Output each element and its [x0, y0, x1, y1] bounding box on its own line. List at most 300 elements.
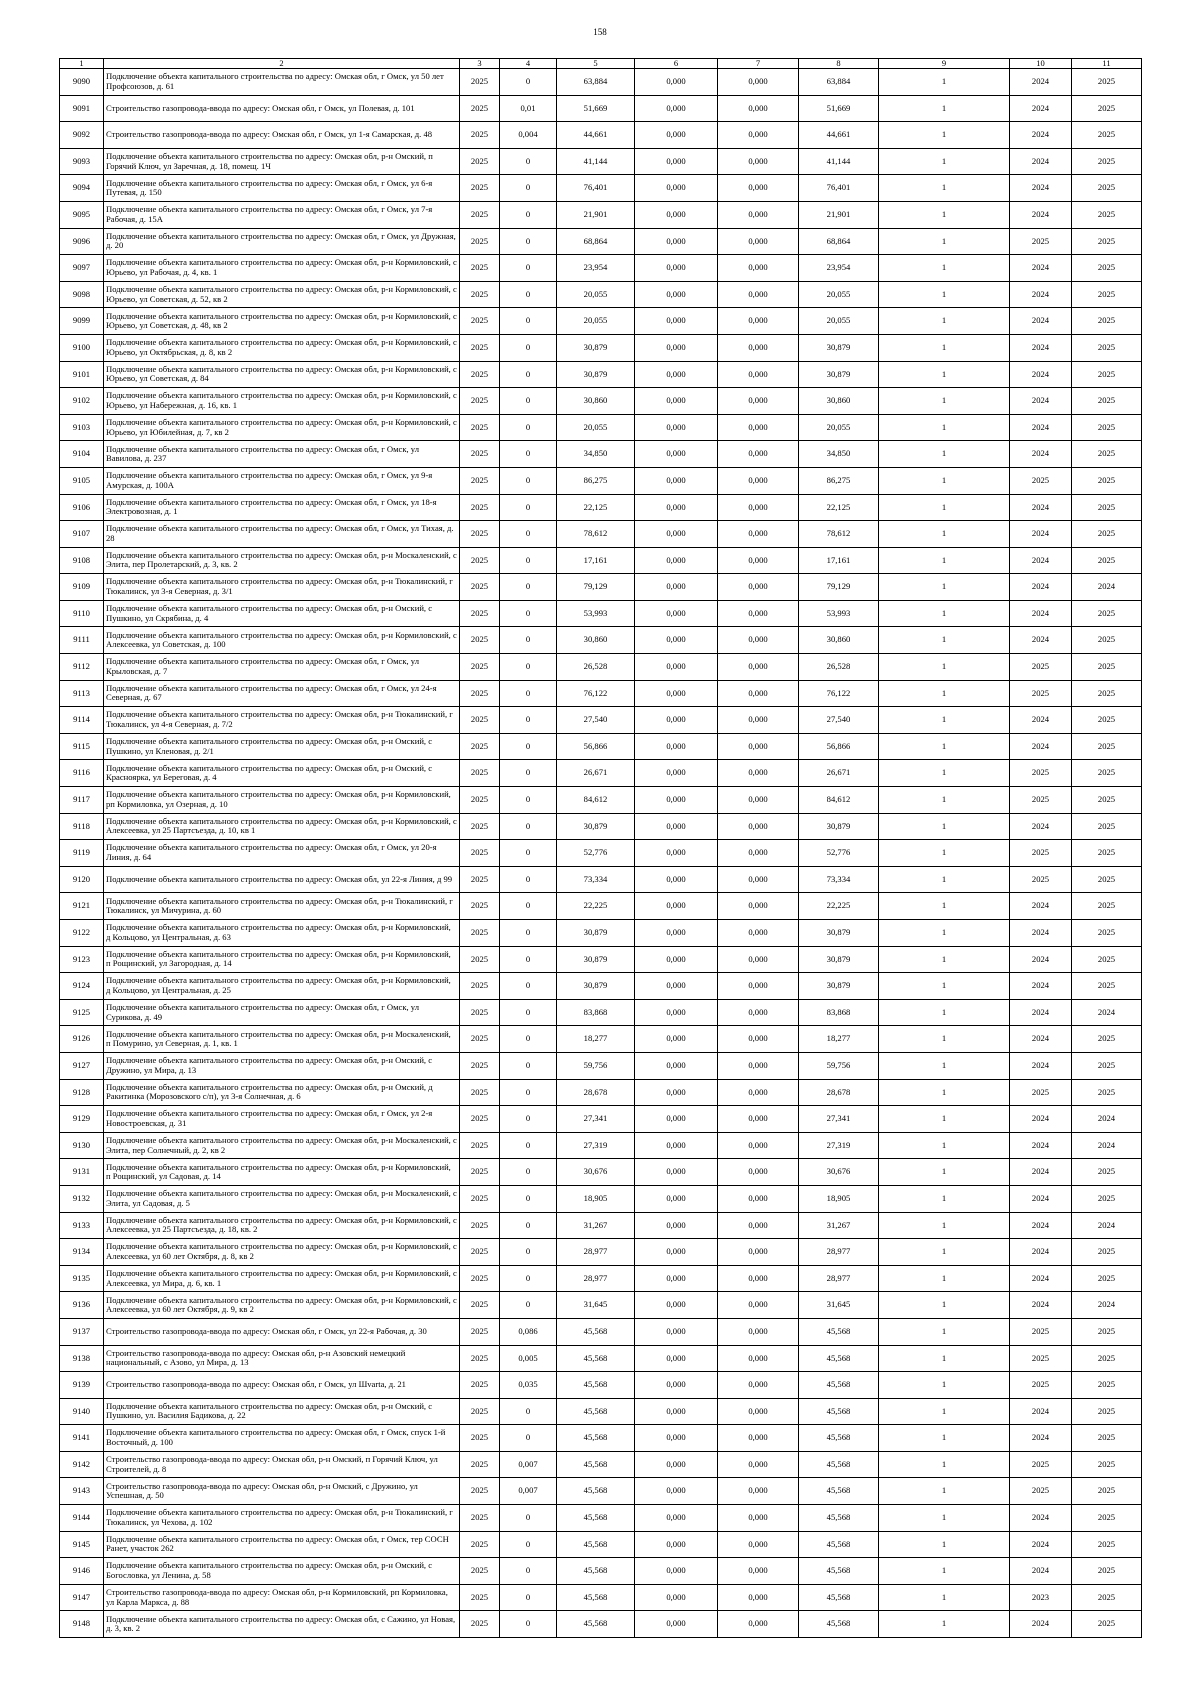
row-number-cell: 9138	[60, 1345, 104, 1372]
length-cell: 0	[500, 1558, 557, 1585]
plan-year-cell: 2025	[460, 1558, 500, 1585]
end-year-cell: 2025	[1072, 787, 1142, 814]
start-year-cell: 2024	[1010, 1185, 1072, 1212]
cost-col-8-cell: 26,671	[799, 760, 879, 787]
cost-col-7-cell: 0,000	[718, 547, 799, 574]
length-cell: 0	[500, 1079, 557, 1106]
plan-year-cell: 2025	[460, 760, 500, 787]
start-year-cell: 2024	[1010, 308, 1072, 335]
cost-col-7-cell: 0,000	[718, 1239, 799, 1266]
end-year-cell: 2025	[1072, 840, 1142, 867]
row-number-cell: 9126	[60, 1026, 104, 1053]
cost-total-cell: 79,129	[557, 574, 635, 601]
cost-total-cell: 30,879	[557, 973, 635, 1000]
cost-col-7-cell: 0,000	[718, 1345, 799, 1372]
count-cell: 1	[879, 787, 1010, 814]
object-description-cell: Подключение объекта капитального строительства по адресу: Омская обл, р-н Омский, с Богословка, ул Ленина, д. 58	[104, 1558, 460, 1585]
row-number-cell: 9111	[60, 627, 104, 654]
count-cell: 1	[879, 654, 1010, 681]
cost-total-cell: 31,645	[557, 1292, 635, 1319]
table-row	[60, 69, 1142, 96]
count-cell: 1	[879, 1052, 1010, 1079]
cost-total-cell: 53,993	[557, 600, 635, 627]
count-cell: 1	[879, 1026, 1010, 1053]
plan-year-cell: 2025	[460, 122, 500, 149]
length-cell: 0	[500, 1531, 557, 1558]
length-cell: 0	[500, 1265, 557, 1292]
cost-col-8-cell: 59,756	[799, 1052, 879, 1079]
cost-col-8-cell: 45,568	[799, 1611, 879, 1638]
row-number-cell: 9107	[60, 521, 104, 548]
row-number-cell: 9104	[60, 441, 104, 468]
cost-col-8-cell: 76,401	[799, 175, 879, 202]
row-number-cell: 9098	[60, 281, 104, 308]
end-year-cell: 2025	[1072, 1239, 1142, 1266]
object-description-cell: Подключение объекта капитального строительства по адресу: Омская обл, г Омск, ул 9-я Амурская, д. 100А	[104, 467, 460, 494]
row-number-cell: 9115	[60, 733, 104, 760]
length-cell: 0	[500, 1292, 557, 1319]
object-description-cell: Подключение объекта капитального строительства по адресу: Омская обл, р-н Тюкалинский, г Тюкалинск, ул 3-я Северная, д. 3/1	[104, 574, 460, 601]
row-number-cell: 9112	[60, 654, 104, 681]
start-year-cell: 2025	[1010, 467, 1072, 494]
count-cell: 1	[879, 201, 1010, 228]
end-year-cell: 2025	[1072, 1451, 1142, 1478]
object-description-cell: Подключение объекта капитального строительства по адресу: Омская обл, р-н Кормиловский, с Юрьево, ул Рабочая, д. 4, кв. 1	[104, 255, 460, 282]
cost-total-cell: 45,568	[557, 1451, 635, 1478]
table-row	[60, 521, 1142, 548]
start-year-cell: 2025	[1010, 654, 1072, 681]
row-number-cell: 9122	[60, 920, 104, 947]
count-cell: 1	[879, 175, 1010, 202]
cost-col-6-cell: 0,000	[635, 600, 718, 627]
start-year-cell: 2025	[1010, 1372, 1072, 1399]
count-cell: 1	[879, 69, 1010, 96]
cost-col-7-cell: 0,000	[718, 281, 799, 308]
length-cell: 0	[500, 1132, 557, 1159]
cost-col-6-cell: 0,000	[635, 547, 718, 574]
column-header-9: 9	[879, 59, 1010, 69]
end-year-cell: 2025	[1072, 920, 1142, 947]
end-year-cell: 2024	[1072, 1132, 1142, 1159]
cost-col-7-cell: 0,000	[718, 946, 799, 973]
cost-col-8-cell: 28,977	[799, 1265, 879, 1292]
cost-col-7-cell: 0,000	[718, 973, 799, 1000]
cost-col-6-cell: 0,000	[635, 893, 718, 920]
object-description-cell: Подключение объекта капитального строительства по адресу: Омская обл, р-н Кормиловский, с Юрьево, ул Юбилейная, д. 7, кв 2	[104, 414, 460, 441]
end-year-cell: 2025	[1072, 1345, 1142, 1372]
cost-col-8-cell: 31,267	[799, 1212, 879, 1239]
end-year-cell: 2025	[1072, 361, 1142, 388]
cost-col-7-cell: 0,000	[718, 334, 799, 361]
start-year-cell: 2025	[1010, 760, 1072, 787]
plan-year-cell: 2025	[460, 787, 500, 814]
table-row	[60, 201, 1142, 228]
plan-year-cell: 2025	[460, 1292, 500, 1319]
plan-year-cell: 2025	[460, 281, 500, 308]
cost-col-6-cell: 0,000	[635, 148, 718, 175]
object-description-cell: Подключение объекта капитального строительства по адресу: Омская обл, р-н Кормиловский, с Алексеевка, ул 25 Партсъезда, д. 18, кв. 2	[104, 1212, 460, 1239]
table-row	[60, 148, 1142, 175]
cost-col-7-cell: 0,000	[718, 760, 799, 787]
cost-col-7-cell: 0,000	[718, 69, 799, 96]
cost-col-8-cell: 45,568	[799, 1531, 879, 1558]
cost-col-8-cell: 23,954	[799, 255, 879, 282]
length-cell: 0	[500, 654, 557, 681]
start-year-cell: 2024	[1010, 148, 1072, 175]
length-cell: 0	[500, 281, 557, 308]
plan-year-cell: 2025	[460, 1531, 500, 1558]
cost-col-6-cell: 0,000	[635, 627, 718, 654]
cost-col-8-cell: 20,055	[799, 308, 879, 335]
start-year-cell: 2024	[1010, 627, 1072, 654]
object-description-cell: Подключение объекта капитального строительства по адресу: Омская обл, р-н Кормиловский, д Кольцово, ул Центральная, д. 63	[104, 920, 460, 947]
cost-total-cell: 26,671	[557, 760, 635, 787]
length-cell: 0	[500, 600, 557, 627]
page-number: 158	[593, 27, 607, 37]
column-header-7: 7	[718, 59, 799, 69]
plan-year-cell: 2025	[460, 1159, 500, 1186]
cost-total-cell: 18,277	[557, 1026, 635, 1053]
cost-col-8-cell: 30,860	[799, 627, 879, 654]
row-number-cell: 9117	[60, 787, 104, 814]
start-year-cell: 2024	[1010, 1398, 1072, 1425]
start-year-cell: 2024	[1010, 1239, 1072, 1266]
cost-col-8-cell: 76,122	[799, 680, 879, 707]
cost-col-7-cell: 0,000	[718, 1478, 799, 1505]
row-number-cell: 9118	[60, 813, 104, 840]
cost-col-8-cell: 28,977	[799, 1239, 879, 1266]
plan-year-cell: 2025	[460, 334, 500, 361]
object-description-cell: Подключение объекта капитального строительства по адресу: Омская обл, г Омск, ул 18-я Электровозная, д. 1	[104, 494, 460, 521]
plan-year-cell: 2025	[460, 467, 500, 494]
cost-total-cell: 86,275	[557, 467, 635, 494]
cost-col-8-cell: 27,341	[799, 1106, 879, 1133]
table-row	[60, 946, 1142, 973]
table-row	[60, 122, 1142, 149]
table-row	[60, 1185, 1142, 1212]
cost-col-6-cell: 0,000	[635, 946, 718, 973]
count-cell: 1	[879, 441, 1010, 468]
length-cell: 0	[500, 574, 557, 601]
length-cell: 0,005	[500, 1345, 557, 1372]
row-number-cell: 9102	[60, 388, 104, 415]
start-year-cell: 2025	[1010, 1345, 1072, 1372]
cost-col-6-cell: 0,000	[635, 1398, 718, 1425]
plan-year-cell: 2025	[460, 627, 500, 654]
cost-col-7-cell: 0,000	[718, 201, 799, 228]
count-cell: 1	[879, 148, 1010, 175]
cost-col-8-cell: 84,612	[799, 787, 879, 814]
object-description-cell: Подключение объекта капитального строительства по адресу: Омская обл, р-н Омский, с Красноярка, ул Береговая, д. 4	[104, 760, 460, 787]
table-row	[60, 813, 1142, 840]
cost-total-cell: 20,055	[557, 281, 635, 308]
row-number-cell: 9106	[60, 494, 104, 521]
start-year-cell: 2024	[1010, 893, 1072, 920]
cost-col-8-cell: 30,879	[799, 920, 879, 947]
object-description-cell: Подключение объекта капитального строительства по адресу: Омская обл, р-н Москаленский, с Элита, ул Садовая, д. 5	[104, 1185, 460, 1212]
count-cell: 1	[879, 1531, 1010, 1558]
start-year-cell: 2024	[1010, 733, 1072, 760]
plan-year-cell: 2025	[460, 414, 500, 441]
object-description-cell: Подключение объекта капитального строительства по адресу: Омская обл, г Омск, ул 2-я Новостроевская, д. 31	[104, 1106, 460, 1133]
count-cell: 1	[879, 946, 1010, 973]
plan-year-cell: 2025	[460, 388, 500, 415]
plan-year-cell: 2025	[460, 521, 500, 548]
cost-col-7-cell: 0,000	[718, 1558, 799, 1585]
count-cell: 1	[879, 1478, 1010, 1505]
cost-col-6-cell: 0,000	[635, 388, 718, 415]
object-description-cell: Подключение объекта капитального строительства по адресу: Омская обл, г Омск, ул 6-я Путевая, д. 150	[104, 175, 460, 202]
cost-col-8-cell: 45,568	[799, 1318, 879, 1345]
object-description-cell: Подключение объекта капитального строительства по адресу: Омская обл, г Омск, ул Вавилова, д. 237	[104, 441, 460, 468]
cost-total-cell: 45,568	[557, 1372, 635, 1399]
cost-col-7-cell: 0,000	[718, 574, 799, 601]
plan-year-cell: 2025	[460, 1345, 500, 1372]
length-cell: 0	[500, 175, 557, 202]
object-description-cell: Подключение объекта капитального строительства по адресу: Омская обл, р-н Кормиловский, рп Кормиловка, ул Озерная, д. 10	[104, 787, 460, 814]
cost-col-8-cell: 30,879	[799, 973, 879, 1000]
table-row	[60, 1425, 1142, 1452]
cost-col-6-cell: 0,000	[635, 1212, 718, 1239]
start-year-cell: 2024	[1010, 1106, 1072, 1133]
column-header-3: 3	[460, 59, 500, 69]
plan-year-cell: 2025	[460, 920, 500, 947]
start-year-cell: 2024	[1010, 1026, 1072, 1053]
cost-col-8-cell: 20,055	[799, 414, 879, 441]
object-description-cell: Подключение объекта капитального строительства по адресу: Омская обл, г Омск, ул 7-я Рабочая, д. 15А	[104, 201, 460, 228]
cost-col-8-cell: 45,568	[799, 1372, 879, 1399]
cost-col-7-cell: 0,000	[718, 1292, 799, 1319]
cost-total-cell: 73,334	[557, 866, 635, 893]
cost-col-8-cell: 45,568	[799, 1398, 879, 1425]
row-number-cell: 9134	[60, 1239, 104, 1266]
end-year-cell: 2025	[1072, 122, 1142, 149]
cost-col-8-cell: 34,850	[799, 441, 879, 468]
cost-total-cell: 45,568	[557, 1611, 635, 1638]
cost-total-cell: 44,661	[557, 122, 635, 149]
cost-col-6-cell: 0,000	[635, 1345, 718, 1372]
plan-year-cell: 2025	[460, 1265, 500, 1292]
row-number-cell: 9113	[60, 680, 104, 707]
end-year-cell: 2025	[1072, 1584, 1142, 1611]
cost-col-6-cell: 0,000	[635, 228, 718, 255]
cost-total-cell: 45,568	[557, 1478, 635, 1505]
cost-col-7-cell: 0,000	[718, 654, 799, 681]
length-cell: 0	[500, 1052, 557, 1079]
table-row	[60, 441, 1142, 468]
row-number-cell: 9147	[60, 1584, 104, 1611]
row-number-cell: 9109	[60, 574, 104, 601]
table-row	[60, 760, 1142, 787]
cost-col-8-cell: 73,334	[799, 866, 879, 893]
cost-col-6-cell: 0,000	[635, 1611, 718, 1638]
cost-total-cell: 28,977	[557, 1265, 635, 1292]
plan-year-cell: 2025	[460, 1372, 500, 1399]
start-year-cell: 2024	[1010, 1052, 1072, 1079]
count-cell: 1	[879, 122, 1010, 149]
start-year-cell: 2024	[1010, 201, 1072, 228]
count-cell: 1	[879, 574, 1010, 601]
cost-col-6-cell: 0,000	[635, 1106, 718, 1133]
cost-col-6-cell: 0,000	[635, 175, 718, 202]
count-cell: 1	[879, 999, 1010, 1026]
length-cell: 0	[500, 1239, 557, 1266]
cost-col-8-cell: 86,275	[799, 467, 879, 494]
start-year-cell: 2024	[1010, 707, 1072, 734]
end-year-cell: 2025	[1072, 201, 1142, 228]
start-year-cell: 2024	[1010, 1132, 1072, 1159]
row-number-cell: 9121	[60, 893, 104, 920]
row-number-cell: 9143	[60, 1478, 104, 1505]
cost-col-8-cell: 79,129	[799, 574, 879, 601]
plan-year-cell: 2025	[460, 148, 500, 175]
length-cell: 0	[500, 760, 557, 787]
row-number-cell: 9130	[60, 1132, 104, 1159]
cost-col-6-cell: 0,000	[635, 654, 718, 681]
table-row	[60, 334, 1142, 361]
row-number-cell: 9136	[60, 1292, 104, 1319]
cost-col-7-cell: 0,000	[718, 1425, 799, 1452]
row-number-cell: 9097	[60, 255, 104, 282]
table-row	[60, 600, 1142, 627]
length-cell: 0	[500, 733, 557, 760]
length-cell: 0	[500, 467, 557, 494]
cost-col-8-cell: 30,879	[799, 813, 879, 840]
cost-col-6-cell: 0,000	[635, 441, 718, 468]
start-year-cell: 2024	[1010, 1159, 1072, 1186]
length-cell: 0	[500, 920, 557, 947]
end-year-cell: 2025	[1072, 1558, 1142, 1585]
table-row	[60, 308, 1142, 335]
start-year-cell: 2025	[1010, 840, 1072, 867]
end-year-cell: 2025	[1072, 69, 1142, 96]
length-cell: 0	[500, 1398, 557, 1425]
plan-year-cell: 2025	[460, 654, 500, 681]
cost-total-cell: 45,568	[557, 1558, 635, 1585]
row-number-cell: 9144	[60, 1505, 104, 1532]
count-cell: 1	[879, 334, 1010, 361]
plan-year-cell: 2025	[460, 600, 500, 627]
cost-col-8-cell: 27,540	[799, 707, 879, 734]
end-year-cell: 2025	[1072, 494, 1142, 521]
cost-col-6-cell: 0,000	[635, 308, 718, 335]
length-cell: 0	[500, 1212, 557, 1239]
cost-col-8-cell: 30,879	[799, 334, 879, 361]
plan-year-cell: 2025	[460, 1185, 500, 1212]
cost-total-cell: 78,612	[557, 521, 635, 548]
cost-total-cell: 22,225	[557, 893, 635, 920]
cost-total-cell: 45,568	[557, 1531, 635, 1558]
table-row	[60, 414, 1142, 441]
cost-col-8-cell: 30,879	[799, 361, 879, 388]
length-cell: 0,007	[500, 1451, 557, 1478]
plan-year-cell: 2025	[460, 547, 500, 574]
end-year-cell: 2025	[1072, 600, 1142, 627]
cost-col-6-cell: 0,000	[635, 1584, 718, 1611]
cost-col-7-cell: 0,000	[718, 840, 799, 867]
cost-col-6-cell: 0,000	[635, 467, 718, 494]
plan-year-cell: 2025	[460, 574, 500, 601]
object-description-cell: Подключение объекта капитального строительства по адресу: Омская обл, р-н Омский, д Ракитинка (Морозовского с/п), ул 3-я Солнечная, д. 6	[104, 1079, 460, 1106]
cost-total-cell: 41,144	[557, 148, 635, 175]
cost-total-cell: 30,879	[557, 920, 635, 947]
table-row	[60, 1292, 1142, 1319]
count-cell: 1	[879, 1265, 1010, 1292]
start-year-cell: 2024	[1010, 521, 1072, 548]
cost-col-6-cell: 0,000	[635, 787, 718, 814]
start-year-cell: 2024	[1010, 494, 1072, 521]
row-number-cell: 9131	[60, 1159, 104, 1186]
row-number-cell: 9146	[60, 1558, 104, 1585]
end-year-cell: 2024	[1072, 1292, 1142, 1319]
cost-col-7-cell: 0,000	[718, 1079, 799, 1106]
length-cell: 0,004	[500, 122, 557, 149]
count-cell: 1	[879, 1106, 1010, 1133]
cost-col-6-cell: 0,000	[635, 1132, 718, 1159]
row-number-cell: 9114	[60, 707, 104, 734]
cost-col-6-cell: 0,000	[635, 334, 718, 361]
cost-total-cell: 52,776	[557, 840, 635, 867]
length-cell: 0	[500, 973, 557, 1000]
object-description-cell: Строительство газопровода-ввода по адресу: Омская обл, р-н Омский, с Дружино, ул Успешная, д. 50	[104, 1478, 460, 1505]
end-year-cell: 2025	[1072, 654, 1142, 681]
plan-year-cell: 2025	[460, 707, 500, 734]
start-year-cell: 2024	[1010, 1265, 1072, 1292]
cost-total-cell: 30,676	[557, 1159, 635, 1186]
row-number-cell: 9128	[60, 1079, 104, 1106]
cost-total-cell: 45,568	[557, 1345, 635, 1372]
length-cell: 0	[500, 707, 557, 734]
object-description-cell: Подключение объекта капитального строительства по адресу: Омская обл, р-н Тюкалинский, г Тюкалинск, ул Чехова, д. 102	[104, 1505, 460, 1532]
length-cell: 0	[500, 228, 557, 255]
cost-total-cell: 63,884	[557, 69, 635, 96]
length-cell: 0	[500, 1425, 557, 1452]
cost-col-6-cell: 0,000	[635, 866, 718, 893]
start-year-cell: 2024	[1010, 255, 1072, 282]
cost-total-cell: 45,568	[557, 1398, 635, 1425]
object-description-cell: Подключение объекта капитального строительства по адресу: Омская обл, г Омск, ул Сурикова, д. 49	[104, 999, 460, 1026]
length-cell: 0	[500, 308, 557, 335]
count-cell: 1	[879, 1505, 1010, 1532]
count-cell: 1	[879, 973, 1010, 1000]
end-year-cell: 2025	[1072, 414, 1142, 441]
object-description-cell: Подключение объекта капитального строительства по адресу: Омская обл, р-н Кормиловский, с Алексеевка, ул 60 лет Октября, д. 8, кв 2	[104, 1239, 460, 1266]
table-row	[60, 1026, 1142, 1053]
count-cell: 1	[879, 600, 1010, 627]
start-year-cell: 2025	[1010, 866, 1072, 893]
cost-col-8-cell: 22,225	[799, 893, 879, 920]
row-number-cell: 9129	[60, 1106, 104, 1133]
end-year-cell: 2025	[1072, 308, 1142, 335]
cost-col-7-cell: 0,000	[718, 95, 799, 122]
object-description-cell: Подключение объекта капитального строительства по адресу: Омская обл, р-н Кормиловский, с Юрьево, ул Советская, д. 84	[104, 361, 460, 388]
count-cell: 1	[879, 361, 1010, 388]
cost-col-6-cell: 0,000	[635, 680, 718, 707]
table-body	[60, 69, 1142, 1638]
table-row	[60, 1079, 1142, 1106]
length-cell: 0	[500, 201, 557, 228]
cost-col-8-cell: 31,645	[799, 1292, 879, 1319]
start-year-cell: 2024	[1010, 388, 1072, 415]
length-cell: 0,086	[500, 1318, 557, 1345]
cost-col-7-cell: 0,000	[718, 1398, 799, 1425]
start-year-cell: 2024	[1010, 69, 1072, 96]
cost-col-6-cell: 0,000	[635, 1372, 718, 1399]
cost-col-8-cell: 21,901	[799, 201, 879, 228]
plan-year-cell: 2025	[460, 1239, 500, 1266]
row-number-cell: 9110	[60, 600, 104, 627]
table-row	[60, 281, 1142, 308]
